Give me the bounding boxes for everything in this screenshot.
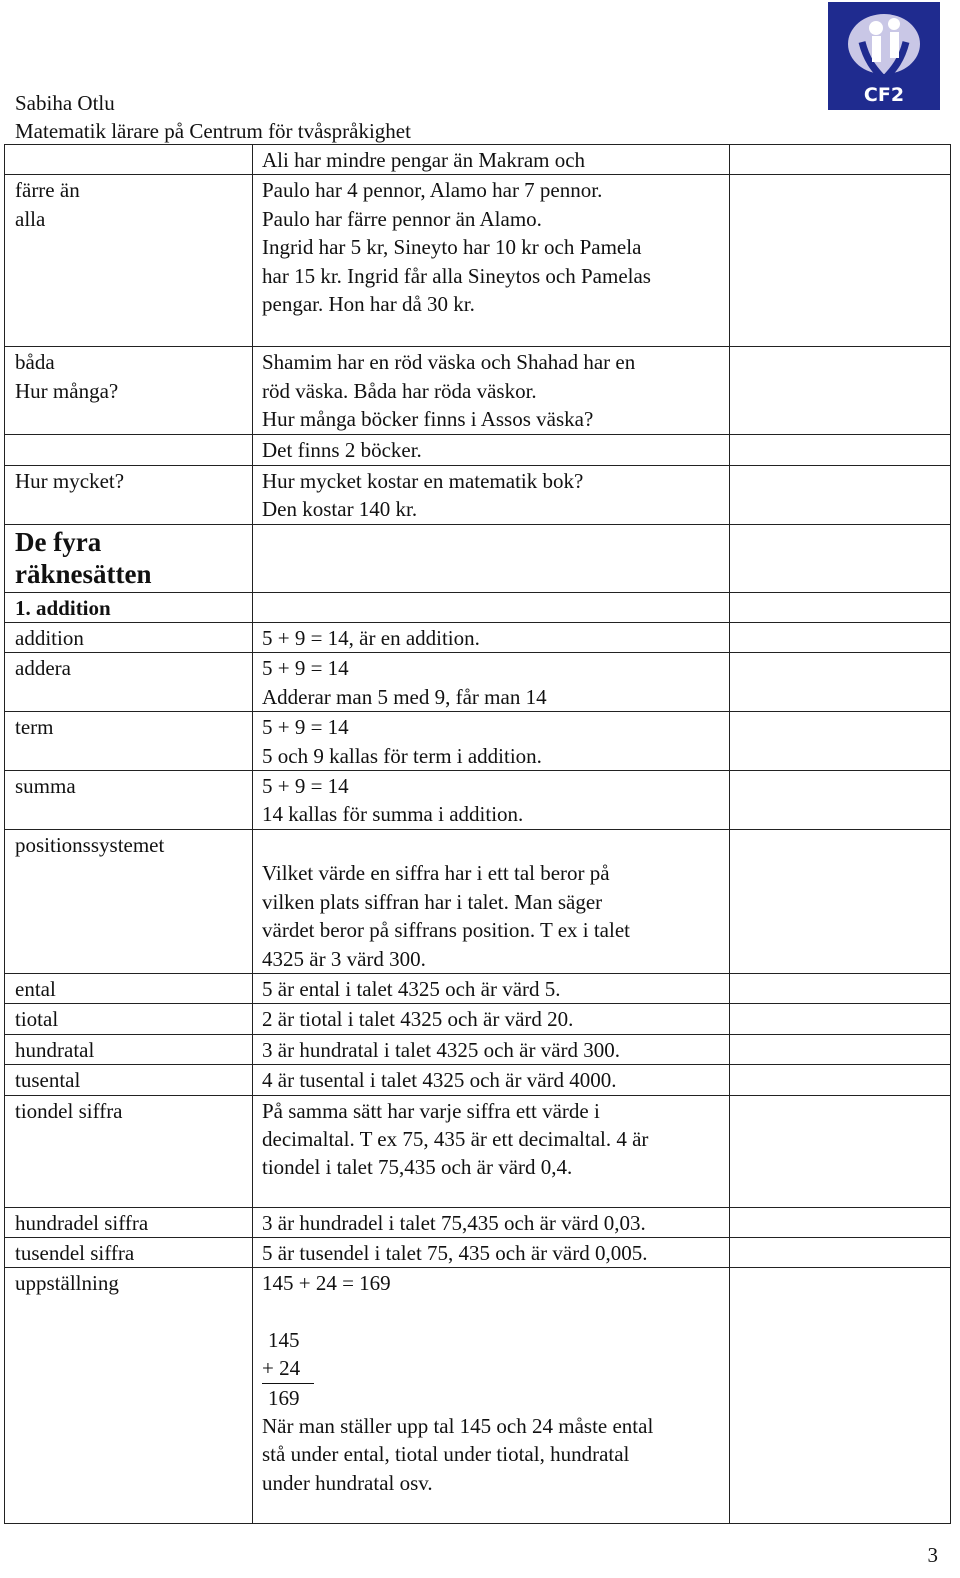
empty-cell (730, 771, 951, 830)
equation-text: 145 + 24 = 169 (262, 1271, 391, 1296)
description-cell: Ali har mindre pengar än Makram och (253, 145, 730, 175)
description-cell: 5 + 9 = 14 14 kallas för summa i addition. (253, 771, 730, 830)
empty-cell (730, 623, 951, 653)
empty-cell (730, 1237, 951, 1267)
table-row (5, 1065, 951, 1095)
table-row (5, 347, 951, 435)
author-name: Sabiha Otlu (15, 91, 115, 115)
table-row (5, 145, 951, 175)
empty-cell (730, 1095, 951, 1207)
term-cell: Hur mycket? (5, 465, 253, 524)
description-cell: 3 är hundratal i talet 4325 och är värd 300. (253, 1034, 730, 1064)
table-row (5, 1237, 951, 1267)
section-heading: De fyra räknesätten (5, 524, 253, 592)
description-cell: 5 + 9 = 14 5 och 9 kallas för term i addition. (253, 712, 730, 771)
stack-addend (262, 1354, 723, 1383)
empty-cell (730, 653, 951, 712)
table-row (5, 465, 951, 524)
term-cell: positionssystemet (5, 829, 253, 973)
description-cell: Shamim har en röd väska och Shahad har en röd väska. Båda har röda väskor. Hur många böcker finns i Assos väska? (253, 347, 730, 435)
description-cell: 5 är tusendel i talet 75, 435 och är värd 0,005. (253, 1237, 730, 1267)
cf2-logo (828, 2, 940, 110)
term-cell: ental (5, 973, 253, 1003)
term-cell: term (5, 712, 253, 771)
table-row (5, 771, 951, 830)
term-cell (5, 145, 253, 175)
term-cell: addition (5, 623, 253, 653)
term-cell: tiondel siffra (5, 1095, 253, 1207)
term-cell: tusendel siffra (5, 1237, 253, 1267)
explanation-text: När man ställer upp tal 145 och 24 måste ental stå under ental, tiotal under tiotal, hundratal under hundratal osv. (262, 1413, 654, 1495)
table-row (5, 973, 951, 1003)
description-cell: Vilket värde en siffra har i ett tal beror på vilken plats siffran har i talet. Man säger värdet beror på siffrans position. T ex i talet 4325 är 3 värd 300. (253, 829, 730, 973)
term-cell: färre än alla (5, 175, 253, 347)
subsection-heading: 1. addition (5, 592, 253, 622)
empty-cell (730, 973, 951, 1003)
term-cell: båda Hur många? (5, 347, 253, 435)
table-row (5, 1004, 951, 1034)
empty-cell (730, 1004, 951, 1034)
logo-text: CF2 (863, 84, 905, 106)
stack-addend-underlined: + 24 (262, 1354, 314, 1383)
empty-cell (730, 1268, 951, 1524)
description-cell: 5 + 9 = 14 Adderar man 5 med 9, får man 14 (253, 653, 730, 712)
table-row (5, 524, 951, 592)
description-cell: 4 är tusental i talet 4325 och är värd 4000. (253, 1065, 730, 1095)
term-cell (5, 435, 253, 465)
table-row (5, 1207, 951, 1237)
stacked-addition (262, 1326, 723, 1412)
term-cell: summa (5, 771, 253, 830)
empty-cell (730, 829, 951, 973)
page-number: 3 (927, 1543, 938, 1567)
term-cell: addera (5, 653, 253, 712)
description-cell: 5 är ental i talet 4325 och är värd 5. (253, 973, 730, 1003)
table-row (5, 712, 951, 771)
table-row (5, 435, 951, 465)
description-cell: Hur mycket kostar en matematik bok? Den kostar 140 kr. (253, 465, 730, 524)
description-cell (253, 592, 730, 622)
term-cell: uppställning (5, 1268, 253, 1524)
description-cell: 5 + 9 = 14, är en addition. (253, 623, 730, 653)
description-cell (253, 524, 730, 592)
stack-top-number: 145 (268, 1327, 300, 1352)
vocabulary-table (4, 144, 951, 1524)
table-row (5, 592, 951, 622)
author-role: Matematik lärare på Centrum för tvåspråkighet (15, 119, 411, 143)
empty-cell (730, 1207, 951, 1237)
table-row (5, 653, 951, 712)
table-row (5, 623, 951, 653)
empty-cell (730, 145, 951, 175)
empty-cell (730, 712, 951, 771)
empty-cell (730, 592, 951, 622)
empty-cell (730, 524, 951, 592)
empty-cell (730, 347, 951, 435)
stack-sum: 169 (268, 1385, 300, 1410)
description-cell: Paulo har 4 pennor, Alamo har 7 pennor. Paulo har färre pennor än Alamo. Ingrid har 5 kr, Sineyto har 10 kr och Pamela har 15 kr. Ingrid får alla Sineytos och Pamelas pengar. Hon har då 30 kr. (253, 175, 730, 347)
table-row (5, 175, 951, 347)
empty-cell (730, 465, 951, 524)
term-cell: hundratal (5, 1034, 253, 1064)
term-cell: tiotal (5, 1004, 253, 1034)
table-row (5, 1034, 951, 1064)
empty-cell (730, 435, 951, 465)
description-cell: Det finns 2 böcker. (253, 435, 730, 465)
description-cell: På samma sätt har varje siffra ett värde i decimaltal. T ex 75, 435 är ett decimaltal. 4 är tiondel i talet 75,435 och är värd 0,4. (253, 1095, 730, 1207)
empty-cell (730, 175, 951, 347)
column-addition-cell (253, 1268, 730, 1524)
description-cell: 3 är hundradel i talet 75,435 och är värd 0,03. (253, 1207, 730, 1237)
spacer (262, 1298, 723, 1326)
table-row (5, 829, 951, 973)
table-row (5, 1095, 951, 1207)
description-cell: 2 är tiotal i talet 4325 och är värd 20. (253, 1004, 730, 1034)
table-row (5, 1268, 951, 1524)
term-cell: hundradel siffra (5, 1207, 253, 1237)
term-cell: tusental (5, 1065, 253, 1095)
empty-cell (730, 1065, 951, 1095)
empty-cell (730, 1034, 951, 1064)
